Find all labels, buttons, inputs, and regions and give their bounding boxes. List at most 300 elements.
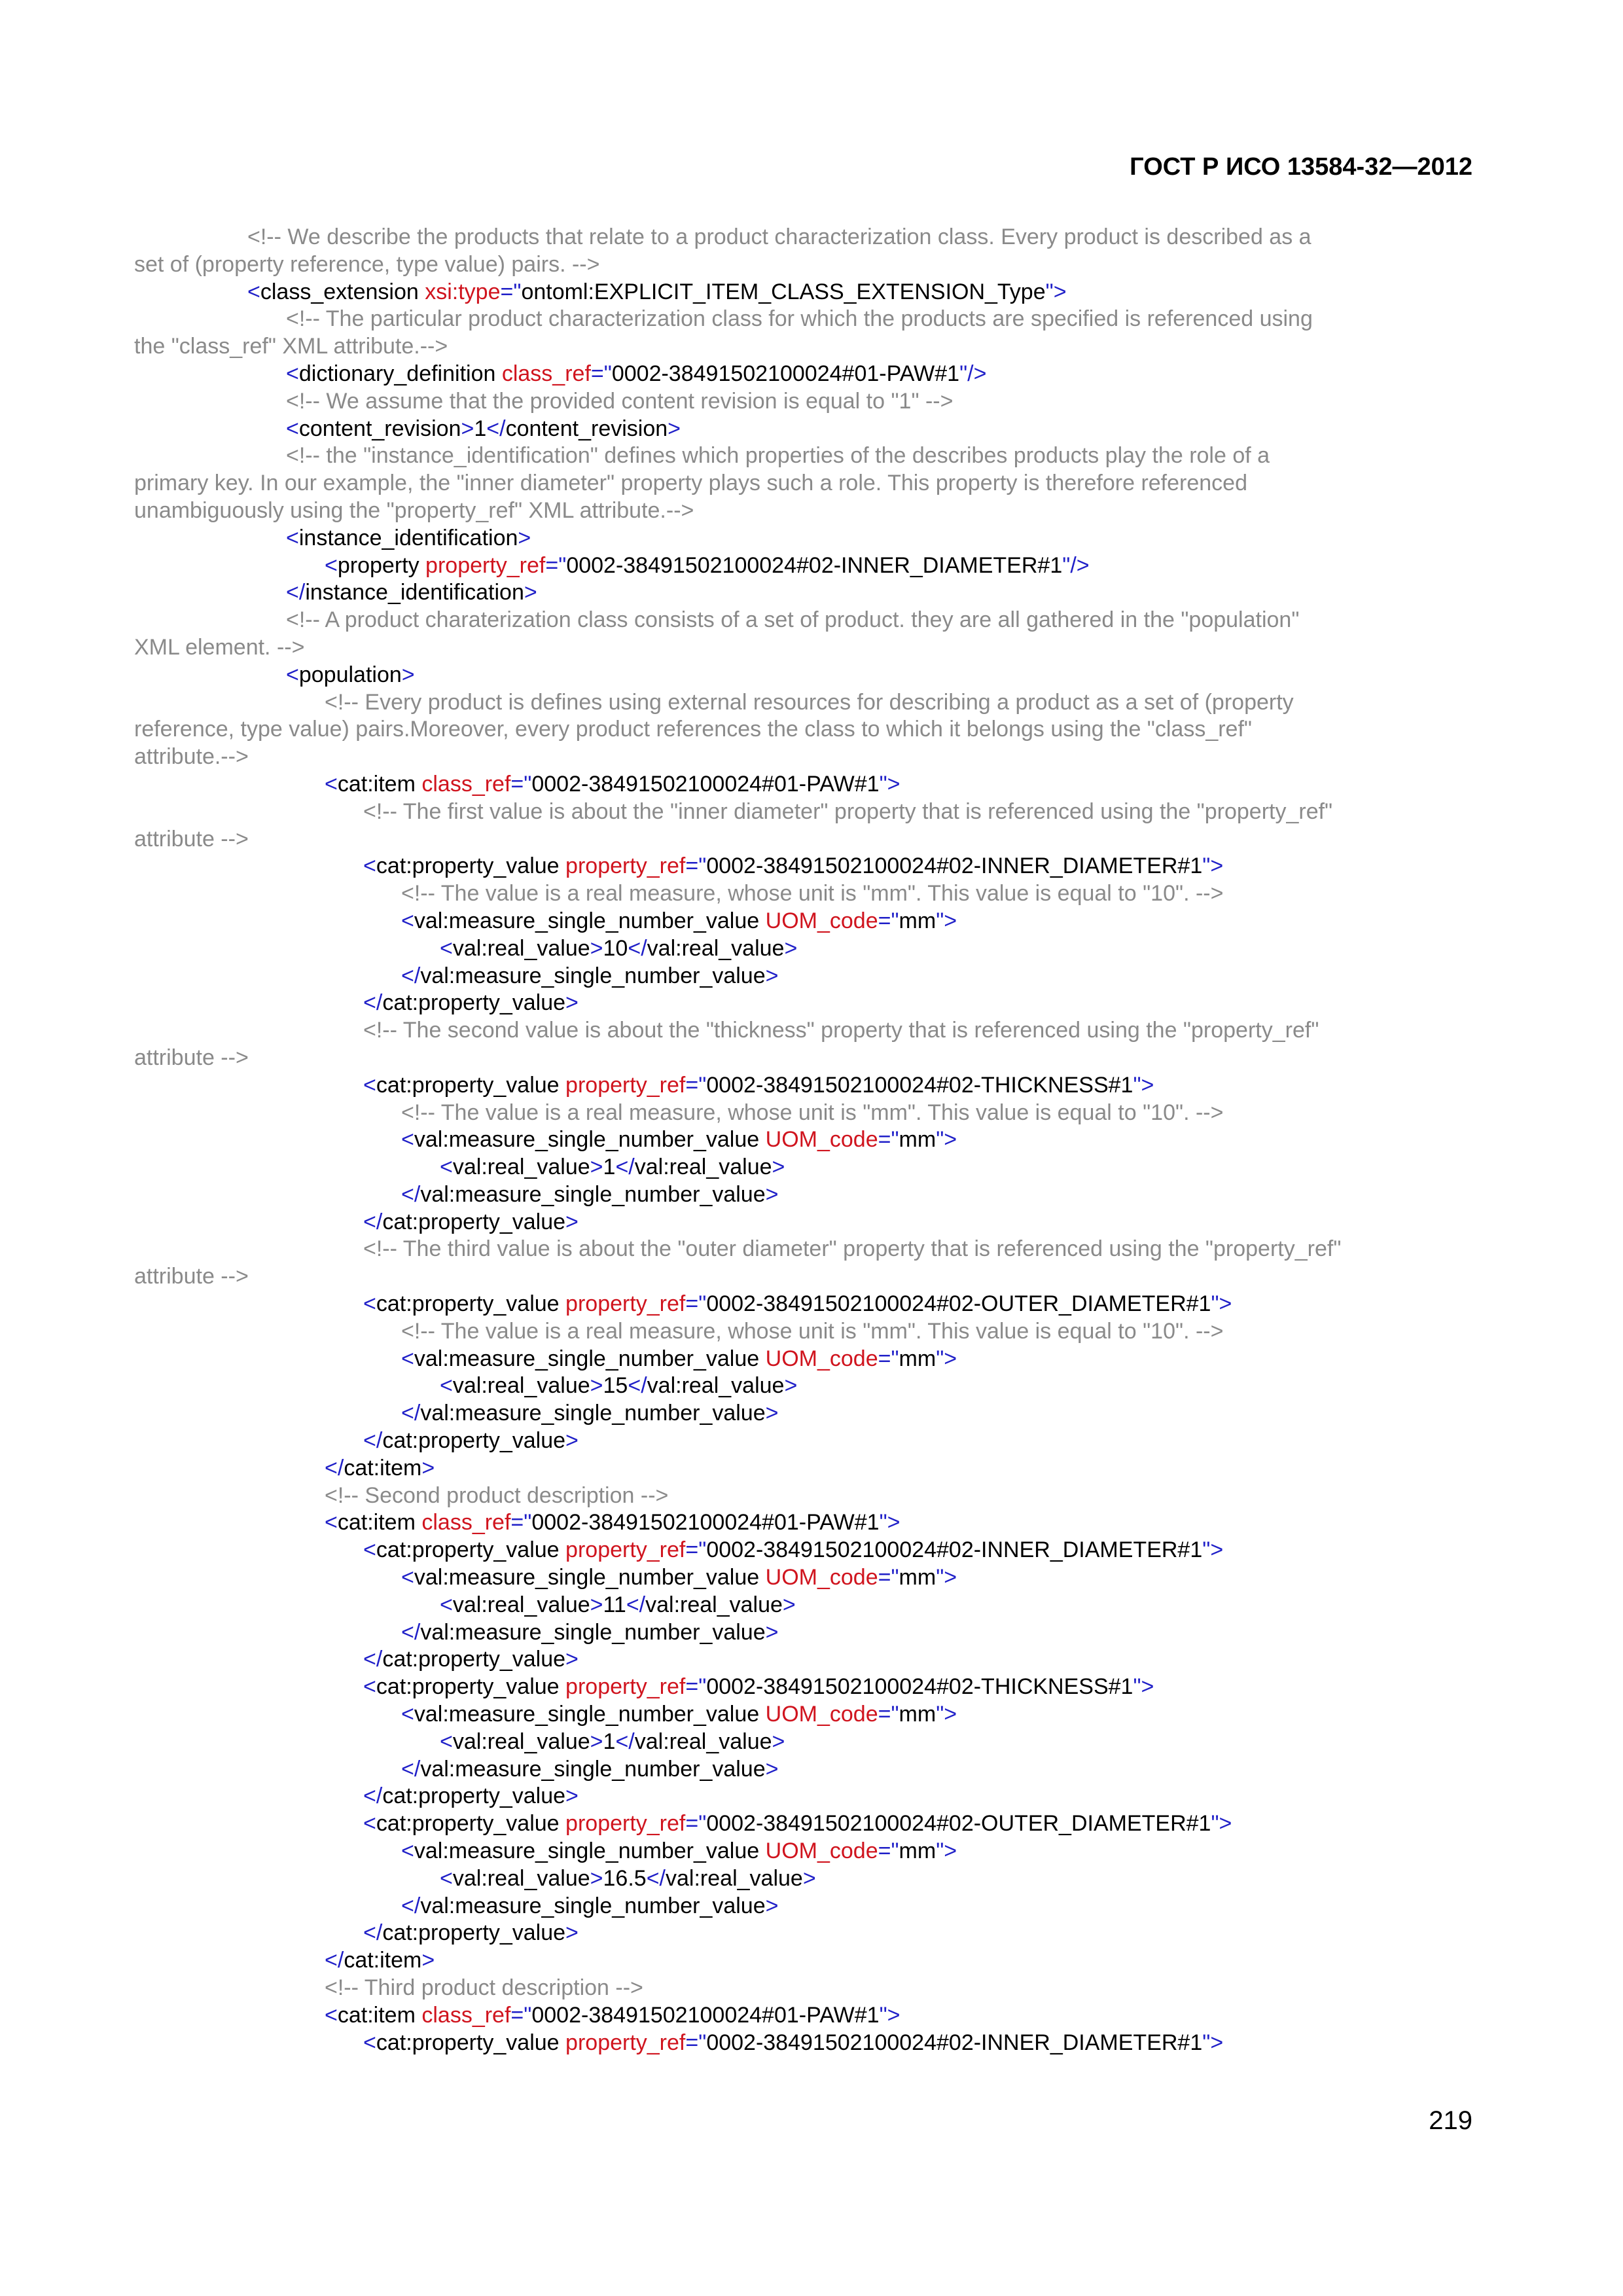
code-line [0, 1975, 1623, 2002]
xml-punctuation: > [802, 1865, 816, 1891]
xml-punctuation: </ [363, 1428, 383, 1454]
code-line [0, 771, 1623, 798]
xml-text: cat:item [344, 1948, 422, 1973]
xml-text: cat:item [337, 771, 416, 797]
xml-punctuation: =" [878, 1565, 899, 1590]
xml-punctuation: </ [363, 1920, 383, 1946]
xml-text: cat:property_value [376, 1811, 560, 1837]
xml-punctuation: =" [685, 1291, 707, 1317]
code-line [0, 1236, 1623, 1263]
xml-comment-text: <!-- The value is a real measure, whose unit is "mm". This value is equal to "10". --> [401, 1100, 1224, 1125]
xml-punctuation: "> [879, 771, 901, 797]
xml-punctuation: </ [615, 1729, 635, 1754]
xml-punctuation: > [421, 1948, 435, 1973]
xml-punctuation: > [524, 580, 537, 605]
code-line [0, 634, 1623, 662]
code-line [0, 1619, 1623, 1647]
xml-punctuation: =" [510, 771, 532, 797]
code-line [0, 1045, 1623, 1072]
code-line [0, 497, 1623, 525]
xml-punctuation: < [401, 1702, 414, 1727]
xml-punctuation: < [286, 525, 299, 550]
xml-text: val:measure_single_number_value [414, 1565, 760, 1590]
xml-text: dictionary_definition [298, 361, 496, 386]
xml-text: mm [899, 1702, 936, 1727]
xml-text: 0002-38491502100024#01-PAW#1 [531, 771, 880, 797]
xml-text: cat:property_value [376, 2030, 560, 2055]
code-line [0, 1482, 1623, 1510]
xml-text: 0002-38491502100024#01-PAW#1 [611, 361, 960, 386]
code-line [0, 1100, 1623, 1127]
xml-text: val:measure_single_number_value [420, 1181, 766, 1207]
xml-punctuation: =" [685, 1811, 707, 1837]
xml-punctuation: > [784, 935, 798, 961]
xml-punctuation: "> [936, 908, 957, 933]
xml-punctuation: < [363, 1072, 376, 1098]
xml-punctuation: </ [286, 580, 306, 605]
xml-punctuation: > [401, 662, 415, 687]
xml-punctuation: > [461, 416, 474, 441]
xml-text: cat:property_value [376, 853, 560, 879]
code-line [0, 525, 1623, 552]
xml-text: val:real_value [452, 1155, 590, 1180]
code-line [0, 880, 1623, 908]
code-line [0, 1756, 1623, 1784]
xml-text: val:real_value [452, 1592, 590, 1617]
xml-punctuation [759, 1565, 765, 1590]
xml-punctuation: < [440, 1865, 453, 1891]
xml-punctuation [560, 853, 565, 878]
xml-punctuation: "> [879, 2002, 901, 2028]
xml-punctuation: > [590, 1373, 603, 1399]
xml-punctuation: > [518, 525, 531, 550]
xml-text: mm [899, 1127, 936, 1153]
xml-attribute-name: property_ref [565, 1291, 686, 1317]
code-line [0, 1509, 1623, 1537]
xml-comment-text: <!-- The third value is about the "outer diameter" property that is referenced using the "property_ref" [363, 1236, 1342, 1262]
xml-punctuation: < [401, 908, 414, 933]
xml-attribute-name: UOM_code [765, 1839, 878, 1864]
xml-text: 0002-38491502100024#02-OUTER_DIAMETER#1 [706, 1291, 1211, 1317]
xml-punctuation: < [440, 1373, 453, 1399]
code-line [0, 1209, 1623, 1236]
xml-attribute-name: property_ref [565, 1811, 686, 1837]
xml-attribute-name: xsi:type [425, 279, 501, 304]
xml-punctuation [495, 361, 501, 386]
xml-text: cat:property_value [376, 1072, 560, 1098]
xml-punctuation: < [440, 1592, 453, 1617]
xml-attribute-name: property_ref [565, 1537, 686, 1563]
xml-punctuation: "/> [959, 361, 987, 386]
code-line [0, 744, 1623, 771]
xml-punctuation: < [401, 1565, 414, 1590]
code-line [0, 470, 1623, 497]
code-line [0, 1126, 1623, 1154]
xml-text: 11 [603, 1592, 626, 1617]
xml-punctuation: > [765, 1893, 779, 1918]
xml-comment-text: reference, type value) pairs.Moreover, every product references the class to which it belongs using the "class_ref" [134, 717, 1252, 742]
xml-punctuation: < [363, 2030, 376, 2055]
xml-punctuation: </ [626, 1592, 646, 1617]
xml-punctuation [759, 1346, 765, 1371]
code-line [0, 1072, 1623, 1100]
xml-punctuation [759, 908, 765, 933]
code-line [0, 1838, 1623, 1865]
xml-text: 0002-38491502100024#02-OUTER_DIAMETER#1 [706, 1811, 1211, 1837]
xml-comment-text: <!-- The value is a real measure, whose unit is "mm". This value is equal to "10". --> [401, 1318, 1224, 1344]
xml-punctuation: < [247, 279, 260, 304]
xml-punctuation: > [590, 1592, 603, 1617]
code-line [0, 1154, 1623, 1181]
xml-text: cat:property_value [382, 1428, 566, 1454]
xml-punctuation: =" [685, 1674, 707, 1700]
xml-punctuation [560, 1291, 565, 1316]
xml-comment-text: primary key. In our example, the "inner diameter" property plays such a role. This property is therefore referenced [134, 471, 1247, 496]
xml-attribute-name: UOM_code [765, 1565, 878, 1590]
xml-text: val:real_value [452, 1373, 590, 1399]
xml-comment-text: XML element. --> [134, 634, 305, 660]
code-line [0, 416, 1623, 443]
xml-punctuation [560, 1811, 565, 1836]
xml-punctuation: </ [628, 1373, 647, 1399]
xml-punctuation [560, 1537, 565, 1562]
code-line [0, 1346, 1623, 1373]
xml-text: 0002-38491502100024#02-THICKNESS#1 [706, 1072, 1133, 1098]
xml-punctuation: < [325, 2002, 338, 2028]
xml-text: val:real_value [666, 1865, 803, 1891]
xml-text: 16.5 [603, 1865, 647, 1891]
xml-punctuation: < [440, 935, 453, 961]
xml-punctuation: < [286, 662, 299, 687]
xml-punctuation: </ [615, 1155, 635, 1180]
xml-comment-text: <!-- The particular product characterization class for which the products are specified is referenced using [286, 306, 1313, 332]
xml-punctuation: > [565, 990, 579, 1016]
code-line [0, 1920, 1623, 1947]
xml-punctuation: "> [936, 1565, 957, 1590]
xml-attribute-name: UOM_code [765, 1127, 878, 1153]
xml-text: 0002-38491502100024#02-INNER_DIAMETER#1 [706, 1537, 1203, 1563]
xml-punctuation [560, 1674, 565, 1699]
xml-punctuation: =" [510, 1510, 532, 1535]
code-line [0, 853, 1623, 880]
xml-text: val:measure_single_number_value [414, 1839, 760, 1864]
xml-attribute-name: class_ref [501, 361, 591, 386]
xml-text: val:measure_single_number_value [420, 1401, 766, 1426]
xml-text: cat:item [344, 1455, 422, 1480]
code-line [0, 1783, 1623, 1810]
xml-comment-text: <!-- The second value is about the "thickness" property that is referenced using the "property_ref" [363, 1018, 1319, 1043]
code-line [0, 388, 1623, 416]
xml-text: mm [899, 1565, 936, 1590]
xml-punctuation: "> [1211, 1291, 1232, 1317]
xml-punctuation: </ [363, 1209, 383, 1234]
xml-punctuation: < [325, 1510, 338, 1535]
xml-attribute-name: property_ref [425, 552, 546, 578]
xml-comment-text: <!-- Third product description --> [325, 1975, 643, 2000]
xml-comment-text: unambiguously using the "property_ref" XML attribute.--> [134, 497, 694, 523]
xml-text: val:measure_single_number_value [420, 1619, 766, 1645]
xml-comment-text: attribute --> [134, 826, 249, 852]
xml-text: 0002-38491502100024#02-INNER_DIAMETER#1 [706, 853, 1203, 879]
xml-text: population [298, 662, 402, 687]
xml-text: 0002-38491502100024#02-INNER_DIAMETER#1 [566, 552, 1063, 578]
xml-attribute-name: UOM_code [765, 1346, 878, 1371]
xml-punctuation: > [765, 1619, 779, 1645]
xml-punctuation: < [401, 1839, 414, 1864]
code-line [0, 2002, 1623, 2030]
xml-punctuation: < [363, 853, 376, 879]
xml-attribute-name: property_ref [565, 1674, 686, 1700]
xml-text: 1 [603, 1729, 616, 1754]
code-line [0, 963, 1623, 990]
code-line [0, 908, 1623, 935]
xml-attribute-name: class_ref [421, 771, 511, 797]
xml-text: mm [899, 908, 936, 933]
xml-text: val:measure_single_number_value [414, 1346, 760, 1371]
xml-text: 15 [603, 1373, 628, 1399]
xml-attribute-name: UOM_code [765, 1702, 878, 1727]
xml-punctuation: "> [1133, 1674, 1154, 1700]
xml-punctuation: < [363, 1811, 376, 1837]
xml-text: 10 [603, 935, 628, 961]
xml-attribute-name: property_ref [565, 1072, 686, 1098]
code-line [0, 689, 1623, 717]
xml-comment-text: <!-- Second product description --> [325, 1482, 669, 1508]
code-line [0, 306, 1623, 333]
xml-code-listing [0, 224, 1623, 2056]
xml-punctuation: =" [510, 2002, 532, 2028]
xml-punctuation: </ [363, 1784, 383, 1809]
code-line [0, 1674, 1623, 1701]
xml-punctuation [419, 553, 425, 578]
code-line [0, 2030, 1623, 2057]
code-line [0, 1893, 1623, 1920]
xml-comment-text: <!-- We describe the products that relate to a product characterization class. Every product is described as a [247, 224, 1311, 249]
xml-text: cat:property_value [376, 1537, 560, 1563]
code-line [0, 935, 1623, 963]
xml-comment-text: <!-- The value is a real measure, whose unit is "mm". This value is equal to "10". --> [401, 881, 1224, 906]
xml-punctuation: "> [936, 1702, 957, 1727]
xml-punctuation: </ [628, 935, 647, 961]
xml-text: val:real_value [452, 1865, 590, 1891]
xml-punctuation: </ [363, 1647, 383, 1672]
xml-punctuation: =" [545, 552, 567, 578]
xml-text: mm [899, 1346, 936, 1371]
xml-text: 0002-38491502100024#01-PAW#1 [531, 2002, 880, 2028]
xml-punctuation: =" [878, 908, 899, 933]
xml-punctuation: < [325, 552, 338, 578]
xml-punctuation: < [286, 361, 299, 386]
xml-punctuation: > [565, 1209, 579, 1234]
code-line [0, 1291, 1623, 1318]
xml-attribute-name: class_ref [421, 1510, 511, 1535]
xml-text: val:measure_single_number_value [420, 963, 766, 988]
code-line [0, 662, 1623, 689]
xml-punctuation: > [590, 935, 603, 961]
xml-comment-text: attribute --> [134, 1264, 249, 1289]
xml-text: 0002-38491502100024#02-THICKNESS#1 [706, 1674, 1133, 1700]
xml-text: val:real_value [647, 1373, 785, 1399]
xml-text: val:measure_single_number_value [414, 908, 760, 933]
xml-text: val:real_value [452, 1729, 590, 1754]
xml-punctuation: < [440, 1729, 453, 1754]
code-line [0, 826, 1623, 853]
code-line [0, 552, 1623, 580]
code-line [0, 1017, 1623, 1045]
xml-punctuation: </ [401, 1756, 421, 1782]
xml-punctuation [416, 2003, 421, 2028]
code-line [0, 1181, 1623, 1209]
xml-text: 1 [474, 416, 487, 441]
xml-punctuation [560, 1073, 565, 1098]
xml-comment-text: <!-- The first value is about the "inner diameter" property that is referenced using the "property_ref" [363, 798, 1333, 824]
xml-text: instance_identification [305, 580, 524, 605]
xml-comment-text: set of (property reference, type value) pairs. --> [134, 251, 600, 277]
xml-text: cat:property_value [382, 1209, 566, 1234]
xml-punctuation: > [590, 1865, 603, 1891]
xml-punctuation: "> [1202, 1537, 1224, 1563]
xml-punctuation: =" [685, 1072, 707, 1098]
xml-punctuation: > [772, 1729, 785, 1754]
xml-text: val:real_value [452, 935, 590, 961]
xml-text: val:real_value [645, 1592, 783, 1617]
xml-punctuation [759, 1702, 765, 1727]
xml-punctuation: </ [401, 1893, 421, 1918]
code-line [0, 1263, 1623, 1291]
code-line [0, 607, 1623, 634]
xml-punctuation: "/> [1062, 552, 1090, 578]
xml-punctuation: </ [646, 1865, 666, 1891]
xml-text: val:real_value [634, 1155, 772, 1180]
code-line [0, 361, 1623, 388]
xml-punctuation: =" [878, 1346, 899, 1371]
code-line [0, 1729, 1623, 1756]
xml-punctuation: > [565, 1647, 579, 1672]
xml-punctuation: </ [325, 1948, 344, 1973]
xml-punctuation: < [440, 1155, 453, 1180]
code-line [0, 716, 1623, 744]
xml-punctuation [759, 1839, 765, 1863]
xml-punctuation: =" [590, 361, 612, 386]
xml-comment-text: <!-- We assume that the provided content revision is equal to "1" --> [286, 388, 954, 414]
code-line [0, 1455, 1623, 1482]
xml-text: val:measure_single_number_value [420, 1756, 766, 1782]
code-line [0, 1646, 1623, 1674]
xml-punctuation: </ [363, 990, 383, 1016]
xml-punctuation: </ [401, 1401, 421, 1426]
xml-text: cat:property_value [382, 990, 566, 1016]
xml-text: val:measure_single_number_value [414, 1127, 760, 1153]
xml-text: property [337, 552, 419, 578]
xml-text: cat:item [337, 1510, 416, 1535]
xml-punctuation: "> [1211, 1811, 1232, 1837]
xml-attribute-name: class_ref [421, 2002, 511, 2028]
code-line [0, 1810, 1623, 1838]
xml-punctuation [416, 772, 421, 797]
xml-punctuation: "> [1133, 1072, 1154, 1098]
page-number: 219 [1429, 2106, 1472, 2135]
xml-text: cat:property_value [382, 1784, 566, 1809]
xml-comment-text: <!-- A product charaterization class consists of a set of product. they are all gathered in the "population" [286, 607, 1300, 633]
xml-comment-text: <!-- the "instance_identification" defines which properties of the describes products play the role of a [286, 443, 1270, 469]
xml-punctuation [560, 2030, 565, 2055]
xml-text: content_revision [505, 416, 668, 441]
xml-punctuation: "> [936, 1839, 957, 1864]
xml-attribute-name: property_ref [565, 2030, 686, 2055]
xml-attribute-name: UOM_code [765, 908, 878, 933]
code-line [0, 1947, 1623, 1975]
xml-punctuation: < [363, 1291, 376, 1317]
code-line [0, 1701, 1623, 1729]
xml-text: cat:property_value [382, 1647, 566, 1672]
xml-punctuation: =" [685, 1537, 707, 1563]
xml-text: class_extension [260, 279, 419, 304]
xml-text: mm [899, 1839, 936, 1864]
code-line [0, 1372, 1623, 1400]
code-line [0, 442, 1623, 470]
xml-punctuation: "> [1045, 279, 1067, 304]
xml-punctuation: > [668, 416, 681, 441]
code-line [0, 798, 1623, 826]
xml-punctuation: > [782, 1592, 796, 1617]
xml-punctuation: > [565, 1428, 579, 1454]
xml-punctuation: =" [685, 853, 707, 879]
code-line [0, 333, 1623, 361]
xml-text: 1 [603, 1155, 616, 1180]
xml-punctuation: =" [878, 1127, 899, 1153]
xml-comment-text: attribute.--> [134, 744, 249, 770]
xml-punctuation: "> [879, 1510, 901, 1535]
xml-punctuation: > [565, 1920, 579, 1946]
code-line [0, 1592, 1623, 1619]
xml-punctuation: > [590, 1729, 603, 1754]
xml-text: val:real_value [647, 935, 785, 961]
xml-text: instance_identification [298, 525, 518, 550]
code-line [0, 1865, 1623, 1893]
xml-text: val:measure_single_number_value [414, 1702, 760, 1727]
xml-text: cat:property_value [382, 1920, 566, 1946]
xml-punctuation: </ [325, 1455, 344, 1480]
code-line [0, 1400, 1623, 1427]
xml-punctuation: < [286, 416, 299, 441]
xml-punctuation: > [765, 1401, 779, 1426]
xml-punctuation: "> [1202, 2030, 1224, 2055]
xml-punctuation: =" [500, 279, 522, 304]
document-header-standard: ГОСТ Р ИСО 13584-32—2012 [1130, 153, 1472, 181]
xml-punctuation: </ [401, 1181, 421, 1207]
code-line [0, 990, 1623, 1017]
xml-punctuation: > [765, 1181, 779, 1207]
xml-text: content_revision [298, 416, 461, 441]
xml-punctuation: < [363, 1537, 376, 1563]
xml-punctuation: > [784, 1373, 798, 1399]
xml-punctuation: > [772, 1155, 785, 1180]
xml-text: 0002-38491502100024#01-PAW#1 [531, 1510, 880, 1535]
xml-text: cat:property_value [376, 1674, 560, 1700]
code-line [0, 1537, 1623, 1564]
xml-punctuation [419, 279, 425, 304]
xml-comment-text: the "class_ref" XML attribute.--> [134, 334, 448, 359]
code-line [0, 1318, 1623, 1346]
xml-punctuation [759, 1127, 765, 1152]
code-line [0, 279, 1623, 306]
xml-text: 0002-38491502100024#02-INNER_DIAMETER#1 [706, 2030, 1203, 2055]
xml-punctuation: </ [401, 963, 421, 988]
xml-text: val:measure_single_number_value [420, 1893, 766, 1918]
xml-punctuation: "> [936, 1127, 957, 1153]
xml-punctuation: =" [878, 1702, 899, 1727]
xml-punctuation: "> [936, 1346, 957, 1371]
